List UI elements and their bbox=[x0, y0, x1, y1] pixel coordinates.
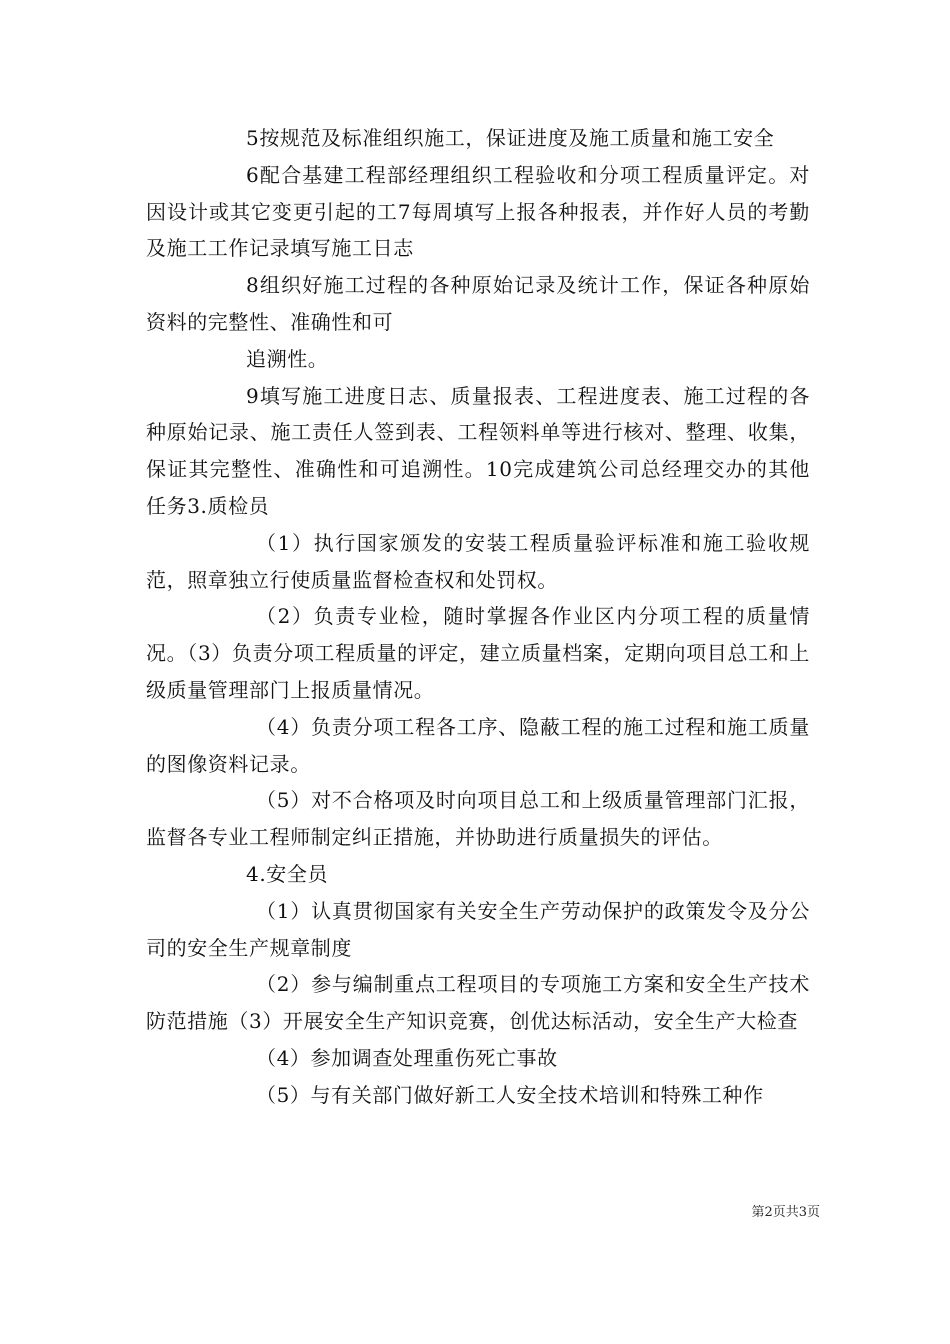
paragraph-safety-2-3: （2）参与编制重点工程项目的专项施工方案和安全生产技术防范措施（3）开展安全生产知识竞赛，创优达标活动，安全生产大检查 bbox=[146, 972, 810, 1034]
paragraph-qc-1: （1）执行国家颁发的安装工程质量验评标准和施工验收规范，照章独立行使质量监督检查权和处罚权。 bbox=[146, 530, 810, 592]
paragraph-item-8: 8组织好施工过程的各种原始记录及统计工作，保证各种原始资料的完整性、准确性和可 bbox=[146, 273, 810, 334]
paragraph-qc-4: （4）负责分项工程各工序、隐蔽工程的施工过程和施工质量的图像资料记录。 bbox=[146, 714, 810, 776]
paragraph-item-5: 5按规范及标准组织施工，保证进度及施工质量和施工安全 bbox=[246, 126, 775, 150]
document-body bbox=[146, 120, 810, 1114]
paragraph-qc-5: （5）对不合格项及时向项目总工和上级质量管理部门汇报，监督各专业工程师制定纠正措施，并协助进行质量损失的评估。 bbox=[146, 788, 810, 850]
paragraph-safety-5: （5）与有关部门做好新工人安全技术培训和特殊工种作 bbox=[256, 1082, 764, 1107]
paragraph-safety-4: （4）参加调查处理重伤死亡事故 bbox=[256, 1045, 558, 1070]
page-number-footer: 第2页共3页 bbox=[751, 1205, 820, 1220]
paragraph-item-9-10: 9填写施工进度日志、质量报表、工程进度表、施工过程的各种原始记录、施工责任人签到表、工程领料单等进行核对、整理、收集，保证其完整性、准确性和可追溯性。10完成建筑公司总经理交办的其他任务3.质检员 bbox=[146, 383, 810, 518]
paragraph-item-8-continued: 追溯性。 bbox=[246, 346, 329, 371]
paragraph-qc-2-3: （2）负责专业检，随时掌握各作业区内分项工程的质量情况。（3）负责分项工程质量的评定，建立质量档案，定期向项目总工和上级质量管理部门上报质量情况。 bbox=[146, 604, 810, 702]
paragraph-safety-1: （1）认真贯彻国家有关安全生产劳动保护的政策发令及分公司的安全生产规章制度 bbox=[146, 898, 810, 960]
section-heading-safety-officer: 4.安全员 bbox=[246, 861, 329, 886]
paragraph-item-6-7: 6配合基建工程部经理组织工程验收和分项工程质量评定。对因设计或其它变更引起的工7每周填写上报各种报表，并作好人员的考勤及施工工作记录填写施工日志 bbox=[146, 162, 810, 261]
